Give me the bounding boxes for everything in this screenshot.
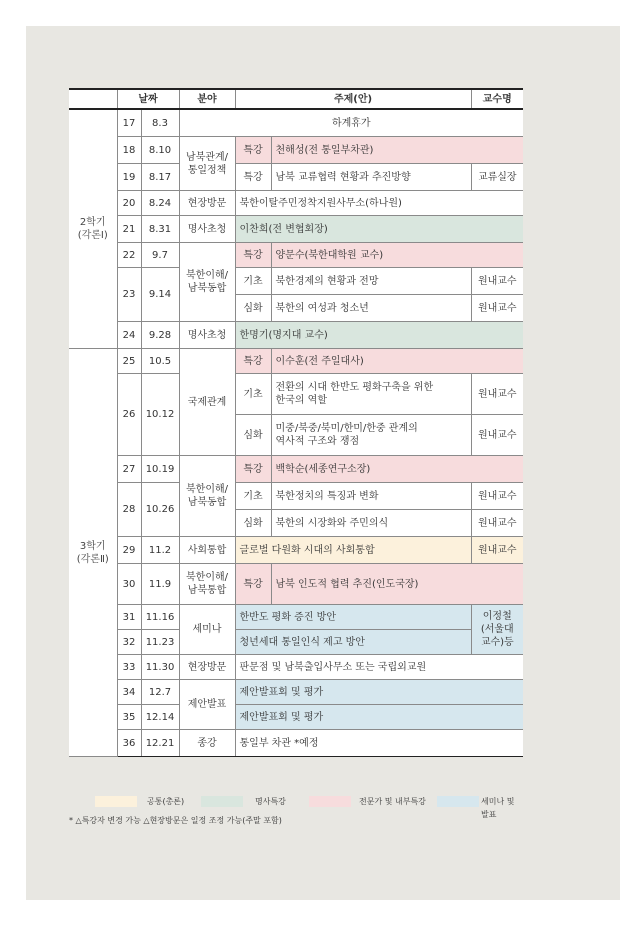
session-field: 북한이해/ 남북동합: [179, 456, 235, 537]
session-field: 북한이해/ 남북통합: [179, 564, 235, 605]
session-date: 8.3: [141, 109, 179, 137]
session-type: 심화: [235, 295, 271, 322]
table-row: [69, 243, 523, 268]
header-date: 날짜: [117, 89, 179, 109]
session-professor: 이정철 (서울대 교수)등: [471, 605, 523, 655]
session-number: 33: [117, 655, 141, 680]
semester-2-label: 2학기 (각론Ⅰ): [69, 109, 117, 349]
table-row: [69, 268, 523, 295]
session-type: 특강: [235, 456, 271, 483]
session-date: 11.9: [141, 564, 179, 605]
table-row: [69, 655, 523, 680]
legend-swatch-speaker: [201, 796, 243, 807]
session-type: 기초: [235, 483, 271, 510]
session-field: 북한이해/ 남북동합: [179, 243, 235, 322]
session-topic: 북한정치의 특징과 변화: [271, 483, 471, 510]
session-date: 8.10: [141, 137, 179, 164]
session-type: 특강: [235, 137, 271, 164]
session-professor: 원내교수: [471, 415, 523, 456]
session-date: 11.16: [141, 605, 179, 630]
session-field: 제안발표: [179, 680, 235, 730]
legend-swatch-expert: [309, 796, 351, 807]
session-type: 특강: [235, 564, 271, 605]
session-type: 기초: [235, 268, 271, 295]
legend-swatch-common: [95, 796, 137, 807]
schedule-table: [69, 88, 523, 757]
session-number: 25: [117, 349, 141, 374]
session-topic: 미중/북중/북미/한미/한중 관계의 역사적 구조와 쟁점: [271, 415, 471, 456]
session-number: 34: [117, 680, 141, 705]
legend-swatch-seminar: [437, 796, 479, 807]
session-date: 8.31: [141, 216, 179, 243]
session-field: 사회통합: [179, 537, 235, 564]
table-row: [69, 680, 523, 705]
session-field: 현장방문: [179, 655, 235, 680]
session-topic: 북한의 시장화와 주민의식: [271, 510, 471, 537]
session-number: 32: [117, 630, 141, 655]
session-number: 28: [117, 483, 141, 537]
table-row: [69, 164, 523, 191]
session-date: 8.24: [141, 191, 179, 216]
legend-label-seminar: 세미나 및 발표: [481, 797, 515, 819]
session-field: 명사초청: [179, 322, 235, 349]
table-row: [69, 630, 523, 655]
legend-label-expert: 전문가 및 내부특강: [359, 797, 426, 806]
session-topic: 한명기(명지대 교수): [235, 322, 523, 349]
session-date: 10.12: [141, 374, 179, 456]
session-field: 현장방문: [179, 191, 235, 216]
session-date: 11.2: [141, 537, 179, 564]
session-topic: 하계휴가: [179, 109, 523, 137]
session-date: 8.17: [141, 164, 179, 191]
table-row: [69, 456, 523, 483]
session-field: 남북관계/ 통일정책: [179, 137, 235, 191]
session-type: 특강: [235, 243, 271, 268]
session-date: 10.5: [141, 349, 179, 374]
table-row: [69, 137, 523, 164]
table-row: [69, 483, 523, 510]
table-row: [69, 216, 523, 243]
session-number: 23: [117, 268, 141, 322]
session-topic: 전환의 시대 한반도 평화구축을 위한 한국의 역할: [271, 374, 471, 415]
session-date: 12.21: [141, 730, 179, 757]
session-number: 18: [117, 137, 141, 164]
table-row: [69, 564, 523, 605]
session-number: 24: [117, 322, 141, 349]
session-topic: 북한경제의 현황과 전망: [271, 268, 471, 295]
footnote: * △특강자 변경 가능 △현장방문은 일정 조정 가능(주말 포함): [69, 816, 282, 825]
session-number: 19: [117, 164, 141, 191]
session-field: 종강: [179, 730, 235, 757]
session-professor: 원내교수: [471, 268, 523, 295]
header-field: 분야: [179, 89, 235, 109]
session-professor: 원내교수: [471, 374, 523, 415]
session-number: 17: [117, 109, 141, 137]
session-type: 특강: [235, 349, 271, 374]
header-topic: 주제(안): [235, 89, 471, 109]
color-legend: [69, 795, 523, 819]
session-topic: 글로벌 다원화 시대의 사회통합: [235, 537, 471, 564]
table-row: [69, 191, 523, 216]
header-professor: 교수명: [471, 89, 523, 109]
session-date: 12.7: [141, 680, 179, 705]
session-field: 국제관계: [179, 349, 235, 456]
session-type: 심화: [235, 415, 271, 456]
session-number: 22: [117, 243, 141, 268]
table-row: [69, 730, 523, 757]
session-professor: 원내교수: [471, 537, 523, 564]
session-topic: 남북 교류협력 현황과 추진방향: [271, 164, 471, 191]
semester-3-label: 3학기 (각론Ⅱ): [69, 349, 117, 757]
session-topic: 제안발표회 및 평가: [235, 680, 523, 705]
session-topic: 북한의 여성과 청소년: [271, 295, 471, 322]
session-topic: 한반도 평화 증진 방안: [235, 605, 471, 630]
session-topic: 제안발표회 및 평가: [235, 705, 523, 730]
session-topic: 통일부 차관 *예정: [235, 730, 523, 757]
table-row: [69, 537, 523, 564]
legend-label-common: 공통(총론): [147, 797, 185, 806]
session-number: 21: [117, 216, 141, 243]
session-number: 26: [117, 374, 141, 456]
table-row: [69, 605, 523, 630]
table-row: [69, 374, 523, 415]
session-date: 12.14: [141, 705, 179, 730]
session-professor: 교류실장: [471, 164, 523, 191]
table-header-row: [69, 89, 523, 109]
session-topic: 이찬희(전 변협회장): [235, 216, 523, 243]
session-number: 35: [117, 705, 141, 730]
table-row: [69, 349, 523, 374]
session-date: 9.28: [141, 322, 179, 349]
session-date: 9.14: [141, 268, 179, 322]
legend-label-speaker: 명사특강: [255, 797, 286, 806]
session-topic: 양문수(북한대학원 교수): [271, 243, 523, 268]
session-number: 30: [117, 564, 141, 605]
session-professor: 원내교수: [471, 483, 523, 510]
session-date: 11.30: [141, 655, 179, 680]
session-topic: 청년세대 통일인식 제고 방안: [235, 630, 471, 655]
session-date: 10.19: [141, 456, 179, 483]
session-topic: 남북 인도적 협력 추진(인도국장): [271, 564, 523, 605]
session-number: 27: [117, 456, 141, 483]
session-type: 특강: [235, 164, 271, 191]
session-topic: 천해성(전 통일부차관): [271, 137, 523, 164]
table-row: [69, 705, 523, 730]
session-field: 명사초청: [179, 216, 235, 243]
session-number: 36: [117, 730, 141, 757]
session-topic: 판문점 및 남북출입사무소 또는 국립외교원: [235, 655, 523, 680]
session-type: 심화: [235, 510, 271, 537]
session-date: 10.26: [141, 483, 179, 537]
session-number: 31: [117, 605, 141, 630]
session-number: 29: [117, 537, 141, 564]
session-number: 20: [117, 191, 141, 216]
session-topic: 백학순(세종연구소장): [271, 456, 523, 483]
session-field: 세미나: [179, 605, 235, 655]
session-professor: 원내교수: [471, 295, 523, 322]
session-date: 11.23: [141, 630, 179, 655]
session-topic: 이수훈(전 주일대사): [271, 349, 523, 374]
session-topic: 북한이탈주민정착지원사무소(하나원): [235, 191, 523, 216]
session-professor: 원내교수: [471, 510, 523, 537]
session-date: 9.7: [141, 243, 179, 268]
header-semester: [69, 89, 117, 109]
table-row: [69, 322, 523, 349]
session-type: 기초: [235, 374, 271, 415]
table-row: [69, 109, 523, 137]
